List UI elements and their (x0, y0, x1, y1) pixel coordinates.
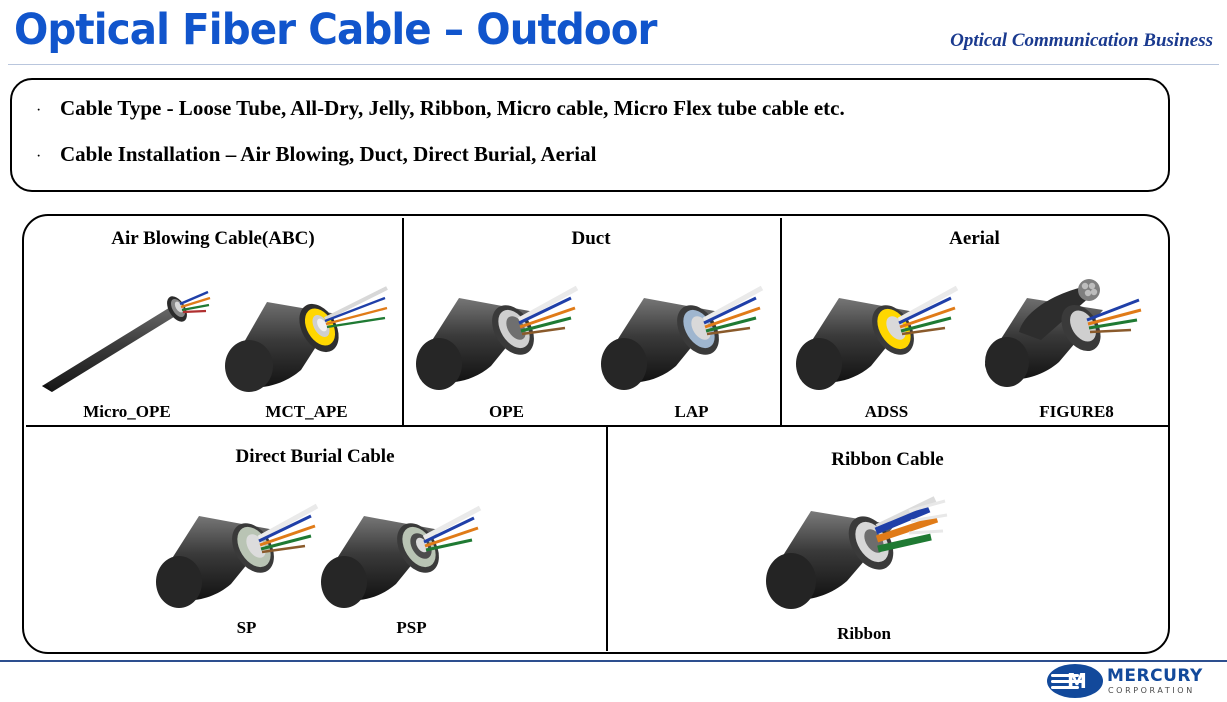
mercury-logo-mark-icon (1047, 664, 1103, 698)
cable-image-micro-ope (32, 274, 222, 394)
cable-image-lap (594, 268, 789, 396)
cable-image-ribbon (759, 481, 969, 621)
cable-image-adss (789, 268, 984, 396)
cable-image-ope (409, 268, 604, 396)
page-title: Optical Fiber Cable – Outdoor (14, 5, 657, 55)
company-logo (1047, 662, 1217, 700)
bullet-item-2 (36, 142, 596, 167)
slide-header (0, 0, 1227, 66)
bullet-text-1: Cable Type - Loose Tube, All-Dry, Jelly, Ribbon, Micro cable, Micro Flex tube cable etc. (60, 96, 845, 120)
cable-types-diagram (22, 214, 1170, 654)
cable-label-figure8: FIGURE8 (1039, 402, 1114, 421)
bullet-item-1 (36, 96, 845, 121)
bullet-marker-icon: · (36, 102, 42, 119)
header-business-label: Optical Communication Business (950, 30, 1213, 51)
footer-divider (0, 660, 1227, 662)
logo-company-name: MERCURY (1107, 666, 1203, 686)
cable-image-mct-ape (209, 272, 404, 394)
cable-label-sp: SP (236, 618, 257, 637)
cable-label-ope: OPE (489, 402, 524, 421)
category-title-air-blowing: Air Blowing Cable(ABC) (111, 228, 315, 249)
cable-label-lap: LAP (674, 402, 709, 421)
cable-label-psp: PSP (396, 618, 427, 637)
bullet-text-2: Cable Installation – Air Blowing, Duct, Direct Burial, Aerial (60, 142, 597, 166)
header-divider (8, 64, 1219, 65)
cable-label-adss: ADSS (864, 402, 909, 421)
divider-row (26, 425, 1169, 427)
category-title-ribbon: Ribbon Cable (831, 449, 944, 470)
category-title-aerial: Aerial (949, 228, 1000, 249)
cable-label-micro-ope: Micro_OPE (83, 402, 171, 421)
bullet-box (10, 78, 1170, 192)
logo-letter: M (1067, 669, 1087, 693)
category-title-duct: Duct (571, 228, 611, 249)
cable-image-figure8 (979, 262, 1174, 396)
cable-image-psp (314, 486, 509, 614)
category-title-direct-burial: Direct Burial Cable (235, 446, 395, 467)
logo-company-sub: CORPORATION (1108, 686, 1195, 695)
cable-label-mct-ape: MCT_APE (265, 402, 348, 421)
bullet-marker-icon: · (36, 148, 42, 165)
cable-label-ribbon: Ribbon (837, 624, 891, 643)
